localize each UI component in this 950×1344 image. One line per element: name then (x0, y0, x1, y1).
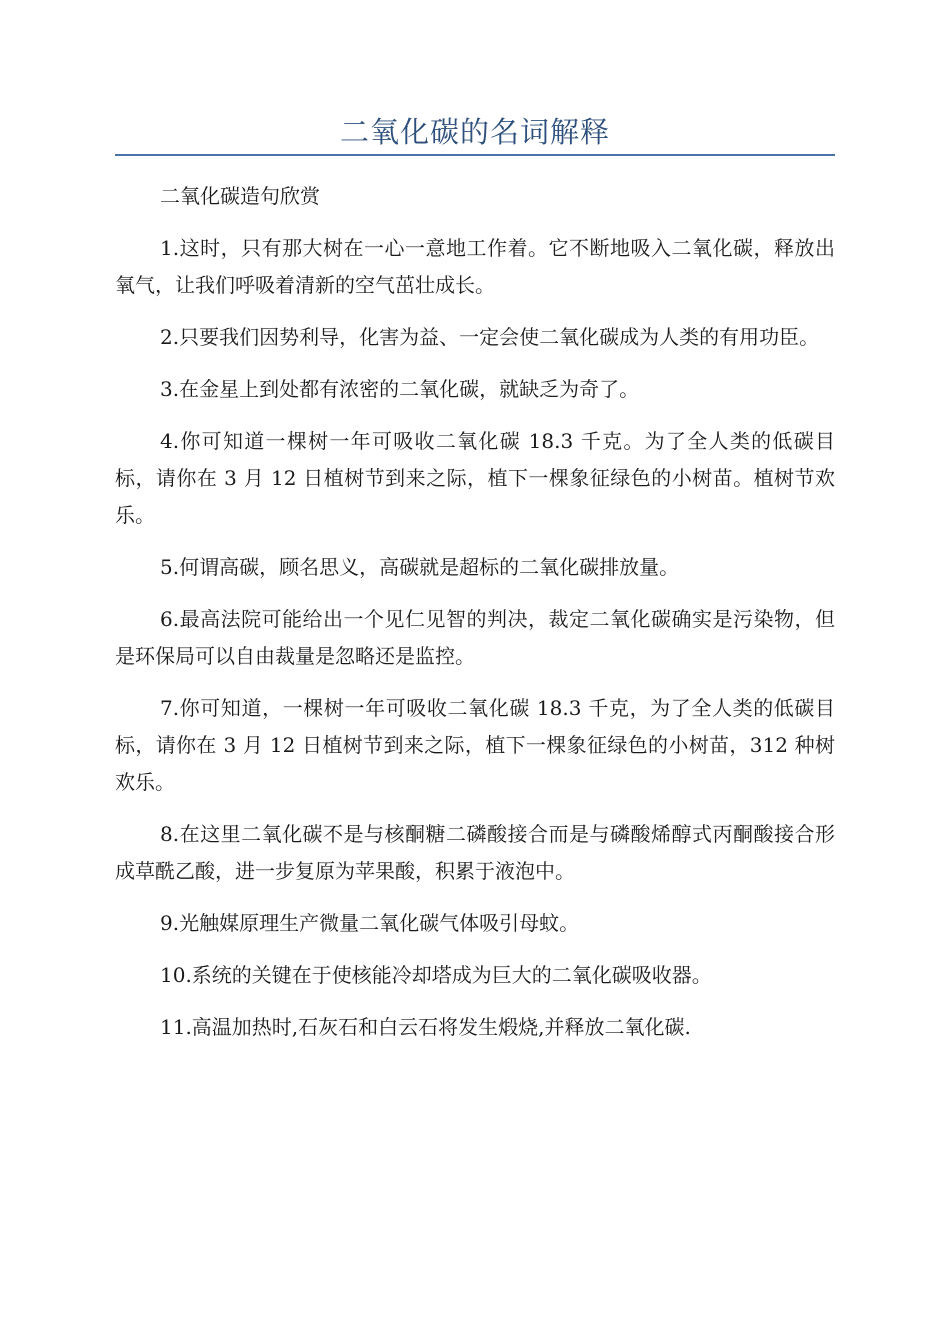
section-heading: 二氧化碳造句欣赏 (160, 184, 320, 208)
sentence-11: 11.高温加热时,石灰石和白云石将发生煅烧,并释放二氧化碳. (160, 1015, 691, 1039)
sentence-1: 1.这时，只有那大树在一心一意地工作着。它不断地吸入二氧化碳，释放出氧气，让我们呼吸着清新的空气茁壮成长。 (115, 236, 835, 297)
title-underline (115, 154, 835, 156)
sentence-8: 8.在这里二氧化碳不是与核酮糖二磷酸接合而是与磷酸烯醇式丙酮酸接合形成草酰乙酸，进一步复原为苹果酸，积累于液泡中。 (115, 822, 835, 883)
document-body (115, 178, 835, 1061)
sentence-4: 4.你可知道一棵树一年可吸收二氧化碳 18.3 千克。为了全人类的低碳目标，请你在 3 月 12 日植树节到来之际，植下一棵象征绿色的小树苗。植树节欢乐。 (115, 429, 835, 527)
sentence-5: 5.何谓高碳，顾名思义，高碳就是超标的二氧化碳排放量。 (160, 555, 680, 579)
sentence-7: 7.你可知道，一棵树一年可吸收二氧化碳 18.3 千克，为了全人类的低碳目标，请你在 3 月 12 日植树节到来之际，植下一棵象征绿色的小树苗，312 种树欢乐。 (115, 696, 835, 794)
document-title: 二氧化碳的名词解释 (339, 115, 610, 149)
sentence-6: 6.最高法院可能给出一个见仁见智的判决，裁定二氧化碳确实是污染物，但是环保局可以自由裁量是忽略还是监控。 (115, 607, 835, 668)
sentence-2: 2.只要我们因势利导，化害为益、一定会使二氧化碳成为人类的有用功臣。 (160, 325, 820, 349)
sentence-3: 3.在金星上到处都有浓密的二氧化碳，就缺乏为奇了。 (160, 377, 640, 401)
sentence-9: 9.光触媒原理生产微量二氧化碳气体吸引母蚊。 (160, 911, 580, 935)
sentence-10: 10.系统的关键在于使核能冷却塔成为巨大的二氧化碳吸收器。 (160, 963, 712, 987)
